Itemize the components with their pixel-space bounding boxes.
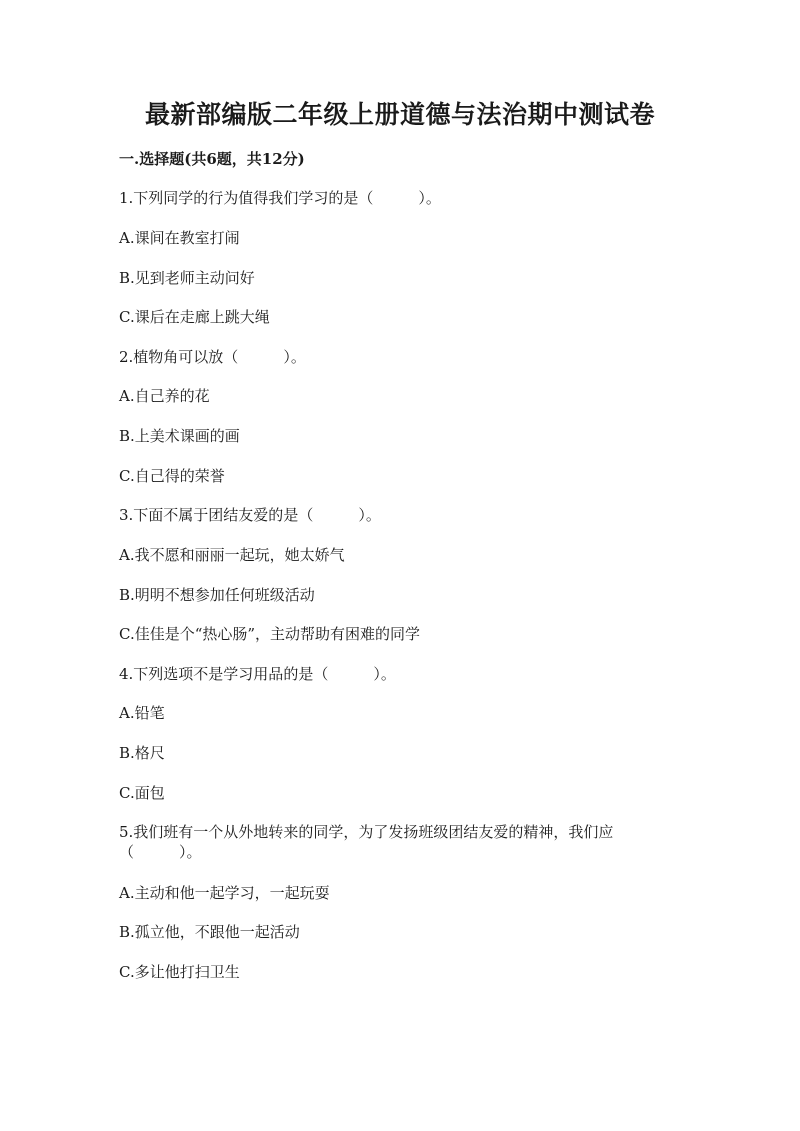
question-1-option-a: A.课间在教室打闹 bbox=[119, 229, 240, 247]
question-2-stem: 2.植物角可以放（ ）。 bbox=[119, 348, 306, 366]
question-3-option-a: A.我不愿和丽丽一起玩，她太娇气 bbox=[119, 546, 345, 564]
question-2-option-b: B.上美术课画的画 bbox=[119, 427, 240, 445]
question-5-stem: 5.我们班有一个从外地转来的同学，为了发扬班级团结友爱的精神，我们应（ ）。 bbox=[119, 823, 614, 861]
section-heading: 一.选择题(共6题，共12分) bbox=[119, 150, 305, 168]
question-5-option-a: A.主动和他一起学习，一起玩耍 bbox=[119, 884, 330, 902]
question-5-option-c: C.多让他打扫卫生 bbox=[119, 963, 240, 981]
question-4-option-c: C.面包 bbox=[119, 784, 165, 802]
question-1-option-b: B.见到老师主动问好 bbox=[119, 269, 255, 287]
question-4-stem: 4.下列选项不是学习用品的是（ ）。 bbox=[119, 665, 396, 683]
question-3-option-c: C.佳佳是个“热心肠”，主动帮助有困难的同学 bbox=[119, 625, 421, 643]
question-4-option-b: B.格尺 bbox=[119, 744, 165, 762]
question-2-option-a: A.自己养的花 bbox=[119, 387, 210, 405]
question-1-option-c: C.课后在走廊上跳大绳 bbox=[119, 308, 270, 326]
question-1-stem: 1.下列同学的行为值得我们学习的是（ ）。 bbox=[119, 189, 441, 207]
question-3-option-b: B.明明不想参加任何班级活动 bbox=[119, 586, 315, 604]
question-5-option-b: B.孤立他，不跟他一起活动 bbox=[119, 923, 300, 941]
question-3-stem: 3.下面不属于团结友爱的是（ ）。 bbox=[119, 506, 381, 524]
question-2-option-c: C.自己得的荣誉 bbox=[119, 467, 225, 485]
page-title: 最新部编版二年级上册道德与法治期中测试卷 bbox=[144, 100, 655, 129]
question-4-option-a: A.铅笔 bbox=[119, 704, 165, 722]
